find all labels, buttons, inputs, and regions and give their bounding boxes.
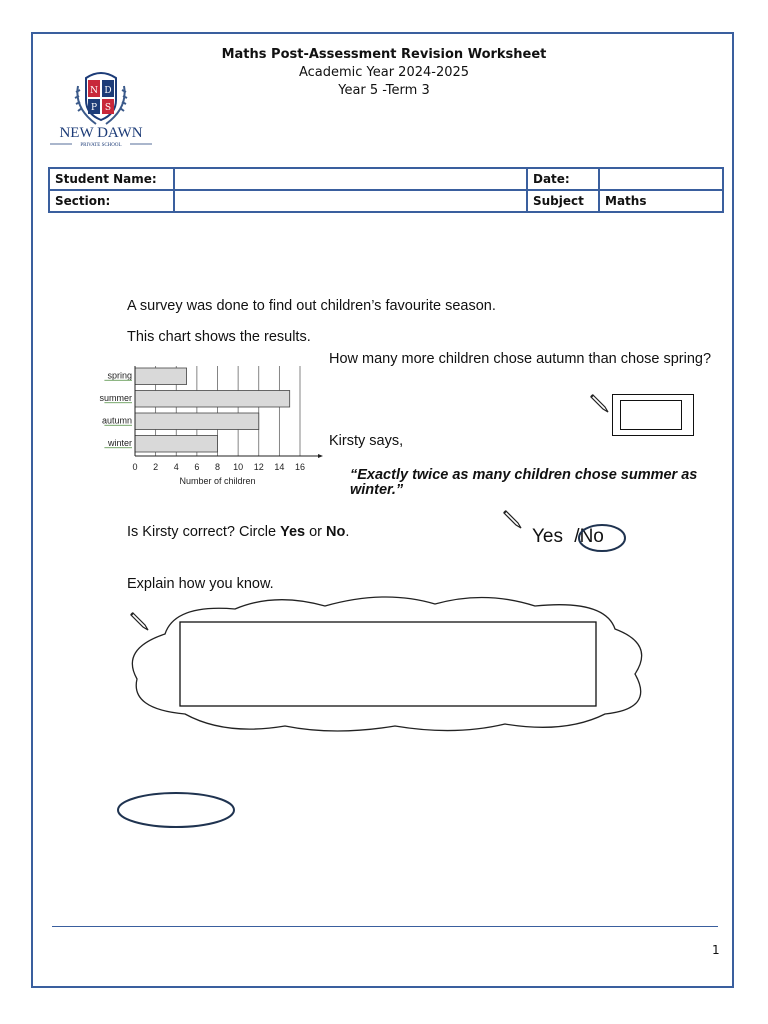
subject-value: Maths (599, 190, 723, 212)
explanation-cloud (125, 594, 655, 734)
chart-bar (135, 368, 187, 385)
explanation-box[interactable] (180, 622, 596, 706)
section-label: Section: (49, 190, 174, 212)
yes-option[interactable]: Yes (532, 526, 563, 547)
chart-tick-label: 0 (132, 462, 138, 472)
section-field[interactable] (174, 190, 527, 212)
chart-tick-label: 14 (274, 462, 285, 472)
chart-tick-label: 2 (153, 462, 159, 472)
no-option[interactable]: No (579, 526, 604, 547)
explain-prompt: Explain how you know. (127, 576, 274, 592)
student-name-field[interactable] (174, 168, 527, 190)
kirsty-says: Kirsty says, (329, 433, 404, 449)
option-separator: / (574, 526, 580, 547)
logo-letter-p: P (90, 103, 98, 113)
chart-tick-label: 8 (214, 462, 221, 472)
answer-box[interactable] (612, 394, 694, 436)
circle-prompt-no: No (326, 524, 346, 540)
kirsty-quote: “Exactly twice as many children chose summer as winter.” (350, 467, 698, 498)
chart-bar (135, 436, 218, 453)
circle-prompt-or: or (305, 524, 327, 540)
circle-prompt-pre: Is Kirsty correct? Circle (127, 524, 281, 540)
student-name-label: Student Name: (49, 168, 174, 190)
chart-x-axis-arrow (318, 454, 323, 458)
logo-letter-d: D (104, 86, 112, 96)
logo-school-subtitle: PRIVATE SCHOOL (80, 143, 122, 148)
chart-x-label: Number of children (179, 476, 256, 486)
season-bar-chart (80, 360, 325, 500)
logo-letter-s: S (104, 103, 112, 113)
chart-tick-label: 6 (194, 462, 200, 472)
pencil-icon (590, 392, 612, 414)
student-info-table (48, 167, 724, 213)
chart-bar (135, 413, 259, 430)
chart-category-label: autumn (101, 415, 132, 426)
question-intro: A survey was done to find out children’s favourite season. (127, 298, 496, 314)
worksheet-header (200, 46, 568, 100)
circle-prompt (127, 524, 349, 540)
date-label: Date: (527, 168, 599, 190)
chart-tick-label: 16 (294, 462, 306, 472)
chart-bar (135, 391, 290, 408)
logo-crest (75, 73, 127, 124)
chart-tick-label: 4 (173, 462, 179, 472)
footer-rule (52, 926, 718, 927)
chart-category-label: summer (99, 392, 132, 403)
chart-intro: This chart shows the results. (127, 329, 311, 345)
question-autumn-spring: How many more children chose autumn than chose spring? (329, 351, 712, 367)
subject-label: Subject (527, 190, 599, 212)
empty-oval-shape (116, 790, 236, 830)
worksheet-title: Maths Post-Assessment Revision Worksheet (221, 47, 547, 62)
no-circle-mark (576, 522, 628, 554)
term-label: Year 5 -Term 3 (338, 83, 430, 98)
logo-school-name: NEW DAWN (59, 125, 143, 141)
circle-prompt-yes: Yes (280, 524, 306, 540)
chart-category-label: spring (107, 370, 132, 381)
answer-box-inner[interactable] (620, 400, 682, 430)
logo-letter-n: N (90, 86, 98, 96)
chart-tick-label: 10 (233, 462, 244, 472)
school-logo (46, 66, 156, 150)
pencil-icon (503, 508, 525, 530)
circle-prompt-end: . (345, 524, 350, 540)
academic-year: Academic Year 2024-2025 (298, 65, 470, 80)
chart-category-label: winter (107, 437, 132, 448)
date-field[interactable] (599, 168, 723, 190)
page-number: 1 (712, 943, 720, 957)
chart-tick-label: 12 (253, 462, 264, 472)
